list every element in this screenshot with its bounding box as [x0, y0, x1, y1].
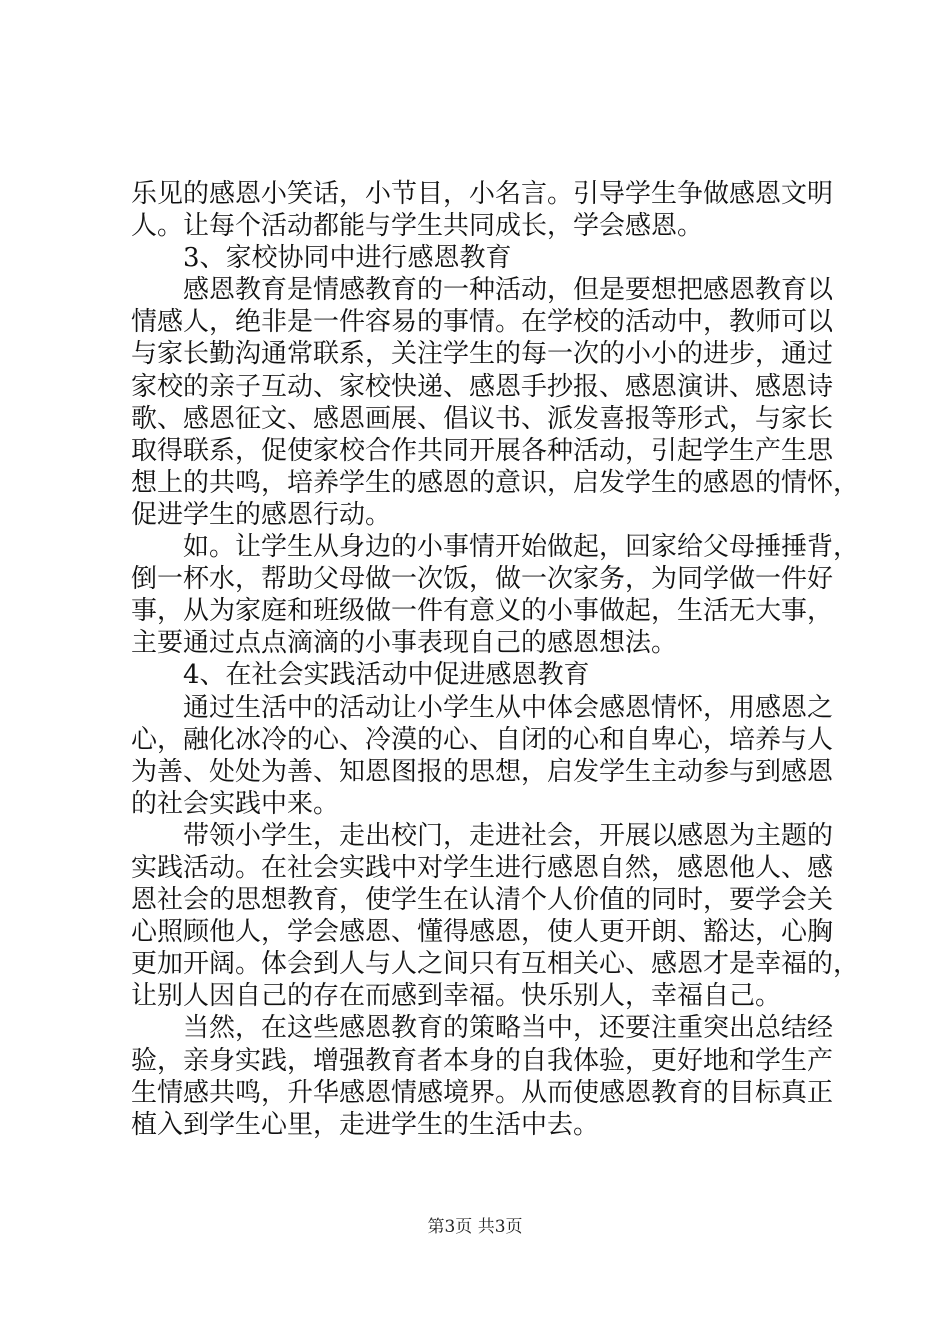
text-line: 想上的共鸣，培养学生的感恩的意识，启发学生的感恩的情怀， — [131, 467, 860, 498]
page-footer: 第3页 共3页 — [427, 1217, 523, 1237]
text-line: 乐见的感恩小笑话，小节目，小名言。引导学生争做感恩文明 — [131, 179, 834, 209]
text-line: 促进学生的感恩行动。 — [131, 499, 392, 530]
text-line: 当然，在这些感恩教育的策略当中，还要注重突出总结经 — [183, 1013, 834, 1044]
text-line: 家校的亲子互动、家校快递、感恩手抄报、感恩演讲、感恩诗 — [131, 371, 834, 402]
text-line: 人。让每个活动都能与学生共同成长，学会感恩。 — [131, 211, 704, 242]
document-body — [131, 178, 860, 1141]
text-line: 感恩教育是情感教育的一种活动，但是要想把感恩教育以 — [183, 275, 834, 306]
text-line: 实践活动。在社会实践中对学生进行感恩自然，感恩他人、感 — [131, 852, 834, 883]
text-line: 更加开阔。体会到人与人之间只有互相关心、感恩才是幸福的， — [131, 949, 860, 980]
text-line: 让别人因自己的存在而感到幸福。快乐别人，幸福自己。 — [131, 981, 782, 1012]
text-line: 生情感共鸣，升华感恩情感境界。从而使感恩教育的目标真正 — [131, 1077, 834, 1108]
text-line: 通过生活中的活动让小学生从中体会感恩情怀，用感恩之 — [183, 692, 834, 723]
text-line: 取得联系，促使家校合作共同开展各种活动，引起学生产生思 — [131, 435, 834, 466]
text-line: 心照顾他人，学会感恩、懂得感恩，使人更开朗、豁达，心胸 — [131, 917, 834, 948]
text-line: 4、在社会实践活动中促进感恩教育 — [183, 660, 590, 691]
text-line: 的社会实践中来。 — [131, 788, 340, 819]
text-line: 恩社会的思想教育，使学生在认清个人价值的同时，要学会关 — [131, 885, 834, 916]
text-line: 主要通过点点滴滴的小事表现自己的感恩想法。 — [131, 628, 678, 659]
text-line: 与家长勤沟通常联系，关注学生的每一次的小小的进步，通过 — [131, 339, 834, 370]
text-line: 歌、感恩征文、感恩画展、倡议书、派发喜报等形式，与家长 — [131, 403, 834, 434]
text-line: 如。让学生从身边的小事情开始做起，回家给父母捶捶背， — [183, 532, 860, 563]
text-line: 为善、处处为善、知恩图报的思想，启发学生主动参与到感恩 — [131, 756, 834, 787]
text-line: 情感人，绝非是一件容易的事情。在学校的活动中，教师可以 — [131, 307, 834, 338]
text-line: 倒一杯水，帮助父母做一次饭，做一次家务，为同学做一件好 — [131, 564, 834, 595]
text-line: 事，从为家庭和班级做一件有意义的小事做起，生活无大事， — [131, 596, 834, 627]
text-line: 心，融化冰冷的心、冷漠的心、自闭的心和自卑心，培养与人 — [131, 724, 834, 755]
text-line: 植入到学生心里，走进学生的生活中去。 — [131, 1109, 600, 1140]
text-line: 带领小学生，走出校门，走进社会，开展以感恩为主题的 — [183, 820, 834, 851]
text-line: 3、家校协同中进行感恩教育 — [183, 243, 512, 274]
text-line: 验，亲身实践，增强教育者本身的自我体验，更好地和学生产 — [131, 1045, 834, 1076]
